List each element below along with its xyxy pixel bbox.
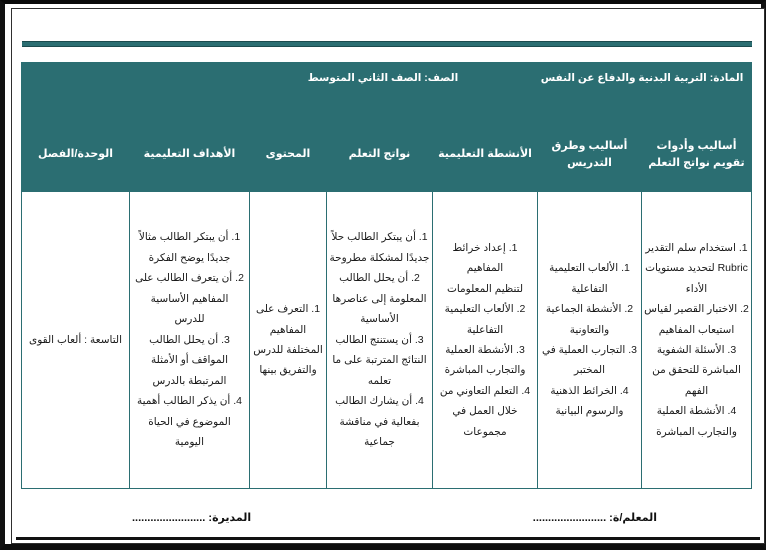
text-line: 4. أن يشارك الطالب: [335, 395, 424, 408]
text-line: 1. الألعاب التعليمية: [549, 262, 630, 275]
column-header-activities: الأنشطة التعليمية: [433, 119, 538, 192]
teaching-methods-lines: [538, 258, 641, 422]
content-lines: [250, 299, 326, 381]
text-line: تعلمه: [367, 374, 392, 387]
text-line: التفاعلية: [571, 282, 608, 295]
column-header-teaching-methods: أساليب وطرق التدريس: [538, 119, 642, 192]
table-row: [21, 192, 751, 489]
text-line: المعلومة إلى عناصرها: [332, 292, 427, 305]
text-line: المختلفة للدرس: [253, 344, 323, 356]
page-inner-border: [11, 8, 765, 544]
text-line: التفاعلية: [466, 323, 504, 336]
top-decorative-rule: [22, 41, 752, 47]
text-line: استيعاب المفاهيم: [658, 323, 735, 336]
text-line: بفعالية في مناقشة: [339, 415, 420, 428]
text-line: الأساسية: [360, 313, 399, 326]
column-header-unit: الوحدة/الفصل: [21, 119, 129, 192]
text-line: جديدًا يوضح الفكرة: [148, 251, 231, 264]
text-line: 1. أن يبتكر الطالب حلاً: [331, 231, 428, 244]
text-line: خلال العمل في: [452, 405, 518, 418]
meta-subject: المادة: التربية البدنية والدفاع عن النفس: [540, 72, 744, 84]
text-line: 3. الأسئلة الشفوية: [656, 344, 737, 356]
text-line: 3. أن يحلل الطالب: [149, 333, 230, 346]
cell-activities: [433, 192, 538, 489]
meta-band: [22, 63, 751, 118]
signature-principal: المديرة: ........................: [132, 512, 252, 524]
assessment-lines: [642, 238, 751, 443]
cell-goals: [130, 192, 250, 489]
text-line: 1. إعداد خرائط المفاهيم: [452, 241, 518, 275]
text-line: للدرس: [174, 313, 205, 326]
text-line: 4. الأنشطة العملية: [656, 405, 737, 418]
text-line: جديدًا لمشكلة مطروحة: [329, 251, 430, 264]
text-line: 2. الألعاب التعليمية: [444, 303, 526, 316]
text-line: المباشرة للتحقق من: [652, 364, 741, 377]
text-line: 2. أن يتعرف الطالب على: [135, 272, 244, 285]
table-meta-row: [21, 63, 751, 119]
column-header-goals: الأهداف التعليمية: [130, 119, 250, 192]
cell-assessment: [642, 192, 752, 489]
text-line: والرسوم البيانية: [555, 405, 624, 418]
column-header-outcomes: نواتج التعلم: [327, 119, 433, 192]
text-line: 1. استخدام سلم التقدير: [645, 241, 748, 254]
text-line: 1. أن يبتكر الطالب مثالاً: [138, 231, 241, 244]
text-line: المواقف أو الأمثلة: [150, 354, 229, 367]
text-line: والتفريق بينها: [259, 364, 317, 377]
signature-teacher: المعلم/ة: ........................: [532, 512, 657, 524]
meta-band-cell: [21, 63, 751, 119]
text-line: المرتبطة بالدرس: [152, 374, 227, 387]
text-line: الأداء: [685, 282, 708, 295]
text-line: 3. أن يستنتج الطالب: [335, 333, 424, 346]
lesson-plan-table-wrapper: [22, 62, 752, 489]
text-line: 3. التجارب العملية في: [541, 344, 638, 356]
unit-value: التاسعة : ألعاب القوى: [29, 333, 122, 346]
text-line: 1. التعرف على المفاهيم: [255, 303, 321, 336]
cell-outcomes: [327, 192, 433, 489]
column-header-content: المحتوى: [250, 119, 327, 192]
text-line: والتجارب المباشرة: [444, 364, 526, 377]
bottom-rule: [16, 537, 760, 540]
text-line: والتعاونية: [569, 323, 610, 336]
cell-teaching-methods: [538, 192, 642, 489]
text-line: مجموعات: [463, 425, 507, 438]
text-line: جماعية: [364, 436, 395, 449]
text-line: Rubric لتحديد مستويات: [645, 262, 748, 275]
text-line: 4. الخرائط الذهنية: [550, 384, 629, 397]
text-line: 4. أن يذكر الطالب أهمية: [136, 395, 243, 408]
text-line: 2. الاختبار القصير لقياس: [644, 303, 749, 316]
signature-footer: [22, 511, 752, 537]
text-line: 3. الأنشطة العملية: [445, 344, 525, 356]
text-line: المختبر: [573, 364, 606, 377]
text-line: 4. التعلم التعاوني من: [439, 384, 531, 397]
outcomes-lines: [327, 227, 432, 452]
text-line: المفاهيم الأساسية: [150, 292, 229, 305]
meta-class: الصف: الصف الثاني المتوسط: [307, 72, 459, 84]
text-line: 2. الأنشطة الجماعية: [545, 303, 634, 316]
text-line: الموضوع في الحياة: [148, 415, 231, 428]
column-header-assessment: أساليب وأدوات تقويم نواتج التعلم: [642, 119, 752, 192]
activities-lines: [433, 238, 537, 443]
cell-content: [250, 192, 327, 489]
text-line: الفهم: [684, 384, 709, 397]
goals-lines: [130, 227, 249, 452]
text-line: لتنظيم المعلومات: [446, 282, 524, 295]
text-line: 2. أن يحلل الطالب: [339, 272, 420, 285]
text-line: اليومية: [174, 436, 205, 449]
lesson-plan-table: [21, 62, 752, 489]
table-header-row: [21, 119, 751, 192]
text-line: والتجارب المباشرة: [656, 425, 737, 438]
text-line: النتائج المترتبة على ما: [332, 354, 427, 367]
cell-unit: [21, 192, 129, 489]
